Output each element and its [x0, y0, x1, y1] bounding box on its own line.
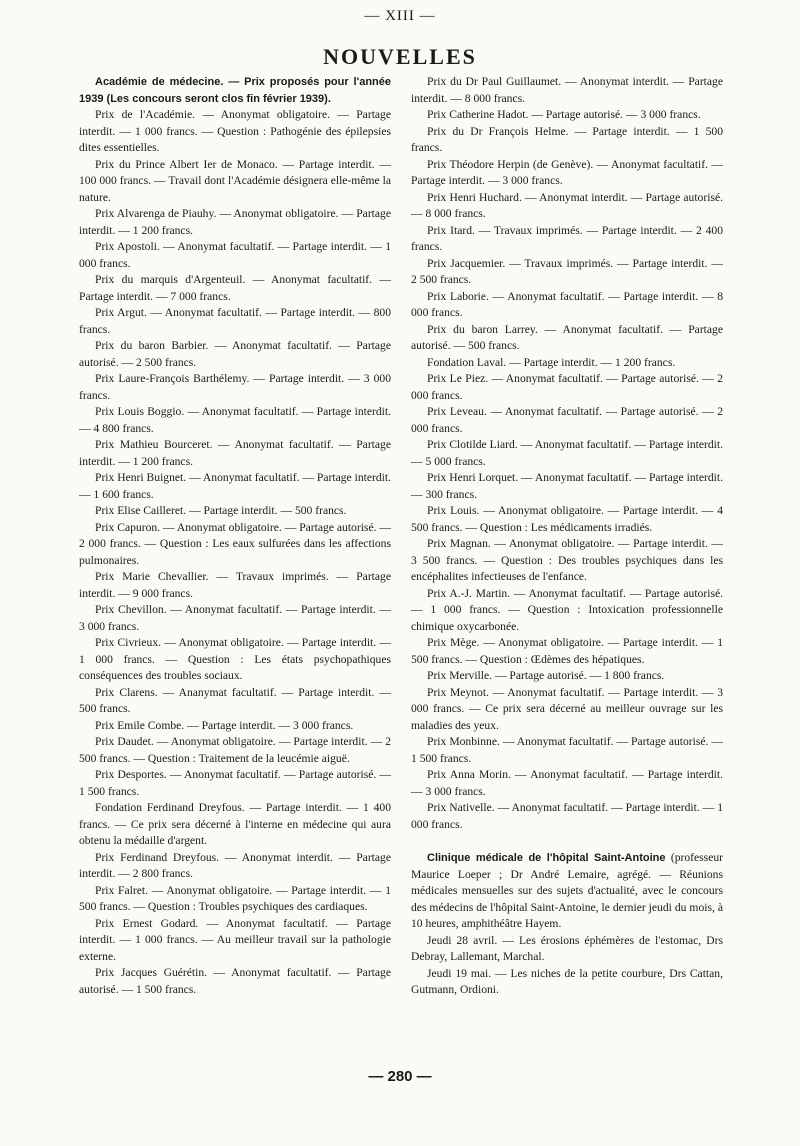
- prize-entry: Prix du baron Larrey. — Anonymat facultatif. — Partage autorisé. — 500 francs.: [411, 322, 723, 352]
- page-number: — 280 —: [368, 1068, 432, 1085]
- prize-entry: Prix Leveau. — Anonymat facultatif. — Partage autorisé. — 2 000 francs.: [411, 405, 723, 435]
- prize-entry: Prix Ernest Godard. — Anonymat facultatif. — Partage interdit. — 1 000 francs. — Au meilleur travail sur la pathologie externe.: [79, 916, 391, 963]
- prize-entry: Prix Louis. — Anonymat obligatoire. — Partage interdit. — 4 500 francs. — Question : Les médicaments irradiés.: [411, 504, 723, 534]
- prize-entry: Prix Apostoli. — Anonymat facultatif. — Partage interdit. — 1 000 francs.: [79, 240, 391, 270]
- prize-entry: Prix Louis Boggio. — Anonymat facultatif. — Partage interdit. — 4 800 francs.: [79, 405, 391, 435]
- prize-entry: Prix Itard. — Travaux imprimés. — Partage interdit. — 2 400 francs.: [411, 223, 723, 253]
- prize-entry: Prix Laure-François Barthélemy. — Partage interdit. — 3 000 francs.: [79, 372, 391, 402]
- prize-entry: Prix du marquis d'Argenteuil. — Anonymat facultatif. — Partage interdit. — 7 000 francs.: [79, 273, 391, 303]
- prize-entry: Prix Daudet. — Anonymat obligatoire. — Partage interdit. — 2 500 francs. — Question : Traitement de la leucémie aiguë.: [79, 735, 391, 765]
- prize-entry: Prix Jacquemier. — Travaux imprimés. — Partage interdit. — 2 500 francs.: [411, 256, 723, 286]
- prize-entry: Prix Chevillon. — Anonymat facultatif. — Partage interdit. — 3 000 francs.: [79, 603, 391, 633]
- prize-entry: Prix Le Piez. — Anonymat facultatif. — Partage autorisé. — 2 000 francs.: [411, 372, 723, 402]
- prize-entry: Prix Merville. — Partage autorisé. — 1 800 francs.: [427, 669, 665, 682]
- prize-entry: Prix Jacques Guérétin. — Anonymat facultatif. — Partage autorisé. — 1 500 francs.: [79, 966, 391, 996]
- prize-entry: Prix Catherine Hadot. — Partage autorisé. — 3 000 francs.: [427, 108, 701, 121]
- prize-entry: Prix Marie Chevallier. — Travaux imprimés. — Partage interdit. — 9 000 francs.: [79, 570, 391, 600]
- prize-entry: Prix Laborie. — Anonymat facultatif. — Partage interdit. — 8 000 francs.: [411, 289, 723, 319]
- prize-entry: Prix Henri Huchard. — Anonymat interdit. — Partage autorisé. — 8 000 francs.: [411, 190, 723, 220]
- section-heading: Académie de médecine. — Prix proposés pour l'année 1939 (Les concours seront clos fin février 1939).: [79, 76, 391, 105]
- prize-entry: Prix Henri Lorquet. — Anonymat facultatif. — Partage interdit. — 300 francs.: [411, 471, 723, 501]
- prize-entry: Prix A.-J. Martin. — Anonymat facultatif. — Partage autorisé. — 1 000 francs. — Question : Intoxication professionnelle chimique oxycarbonée.: [411, 586, 723, 633]
- prize-entry: Prix Civrieux. — Anonymat obligatoire. — Partage interdit. — 1 000 francs. — Question : Les états psychopathiques conséquences des troubles sociaux.: [79, 636, 391, 682]
- clinic-session: Jeudi 19 mai. — Les niches de la petite courbure, Drs Cattan, Gutmann, Ordioni.: [411, 966, 723, 996]
- prize-entry: Prix Meynot. — Anonymat facultatif. — Partage interdit. — 3 000 francs. — Ce prix sera décerné au meilleur ouvrage sur les maladies des yeux.: [411, 685, 723, 732]
- clinic-session: Jeudi 28 avril. — Les érosions éphémères de l'estomac, Drs Debray, Lallemant, Marchal.: [411, 933, 723, 963]
- prize-entry: Prix Henri Buignet. — Anonymat facultatif. — Partage interdit. — 1 600 francs.: [79, 471, 391, 501]
- prize-entry: Fondation Laval. — Partage interdit. — 1 200 francs.: [427, 355, 676, 369]
- clinic-heading: Clinique médicale de l'hôpital Saint-Antoine: [427, 852, 666, 864]
- prize-entry: Prix Mathieu Bourceret. — Anonymat facultatif. — Partage interdit. — 1 200 francs.: [79, 438, 391, 468]
- prize-entry: Prix du baron Barbier. — Anonymat facultatif. — Partage autorisé. — 2 500 francs.: [79, 339, 391, 369]
- prize-entry: Prix de l'Académie. — Anonymat obligatoire. — Partage interdit. — 1 000 francs. — Question : Pathogénie des épilepsies dites essentielles.: [79, 108, 391, 154]
- prize-entry: Prix Monbinne. — Anonymat facultatif. — Partage autorisé. — 1 500 francs.: [411, 735, 723, 765]
- prize-entry: Prix Ferdinand Dreyfous. — Anonymat interdit. — Partage interdit. — 2 800 francs.: [79, 850, 391, 880]
- prize-entry: Prix Clotilde Liard. — Anonymat facultatif. — Partage interdit. — 5 000 francs.: [411, 438, 723, 468]
- prize-entry: Prix Emile Combe. — Partage interdit. — 3 000 francs.: [95, 718, 354, 732]
- prize-entry: Prix Falret. — Anonymat obligatoire. — Partage interdit. — 1 500 francs. — Question : Troubles psychiques des cardiaques.: [79, 883, 391, 913]
- prize-entry: Prix Nativelle. — Anonymat facultatif. — Partage interdit. — 1 000 francs.: [411, 801, 723, 831]
- prize-entry: Prix Argut. — Anonymat facultatif. — Partage interdit. — 800 francs.: [79, 306, 391, 336]
- prize-entry: Prix Clarens. — Ananymat facultatif. — Partage interdit. — 500 francs.: [79, 685, 391, 715]
- prize-entry: Prix Mège. — Anonymat obligatoire. — Partage interdit. — 1 500 francs. — Question : Œdèmes des hépatiques.: [411, 636, 723, 666]
- prize-entry: Prix Capuron. — Anonymat obligatoire. — Partage autorisé. — 2 000 francs. — Question : Les eaux sulfurées dans les affections pulmonaires.: [79, 520, 391, 567]
- clinic-paragraph: [411, 850, 723, 933]
- page-title: NOUVELLES: [323, 44, 477, 69]
- page-roman-number: — XIII —: [364, 8, 436, 24]
- prize-entry: Prix Elise Cailleret. — Partage interdit. — 500 francs.: [95, 504, 347, 517]
- prize-entry: Prix Magnan. — Anonymat obligatoire. — Partage interdit. — 3 500 francs. — Question : Des troubles psychiques dans les encéphalites infectieuses de l'enfance.: [411, 537, 723, 583]
- prize-entry: Prix du Prince Albert Ier de Monaco. — Partage interdit. — 100 000 francs. — Travail dont l'Académie désignera elle-même la nature.: [79, 157, 391, 204]
- prize-entry: Prix Desportes. — Anonymat facultatif. — Partage autorisé. — 1 500 francs.: [79, 768, 391, 798]
- prize-entry: Prix Alvarenga de Piauhy. — Anonymat obligatoire. — Partage interdit. — 1 200 francs.: [79, 207, 391, 237]
- left-column: [79, 74, 391, 998]
- prize-entry: Fondation Ferdinand Dreyfous. — Partage interdit. — 1 400 francs. — Ce prix sera décerné à l'interne en médecine qui aura obtenu la médaille d'argent.: [79, 801, 391, 847]
- clinic-text: (professeur Maurice Loeper ; Dr André Lemaire, agrégé. — Réunions médicales mensuelles sur des sujets d'actualité, avec le concours des médecins de l'hôpital Saint-Antoine, le dernier jeudi du mois, à 10 heures, amphithéâtre Hayem.: [411, 851, 723, 930]
- prize-entry: Prix du Dr François Helme. — Partage interdit. — 1 500 francs.: [411, 124, 723, 154]
- prize-entry: Prix du Dr Paul Guillaumet. — Anonymat interdit. — Partage interdit. — 8 000 francs.: [411, 75, 723, 105]
- prize-entry: Prix Théodore Herpin (de Genève). — Anonymat facultatif. — Partage interdit. — 3 000 francs.: [411, 157, 723, 187]
- right-column: [411, 74, 723, 999]
- prize-entry: Prix Anna Morin. — Anonymat facultatif. — Partage interdit. — 3 000 francs.: [411, 768, 723, 798]
